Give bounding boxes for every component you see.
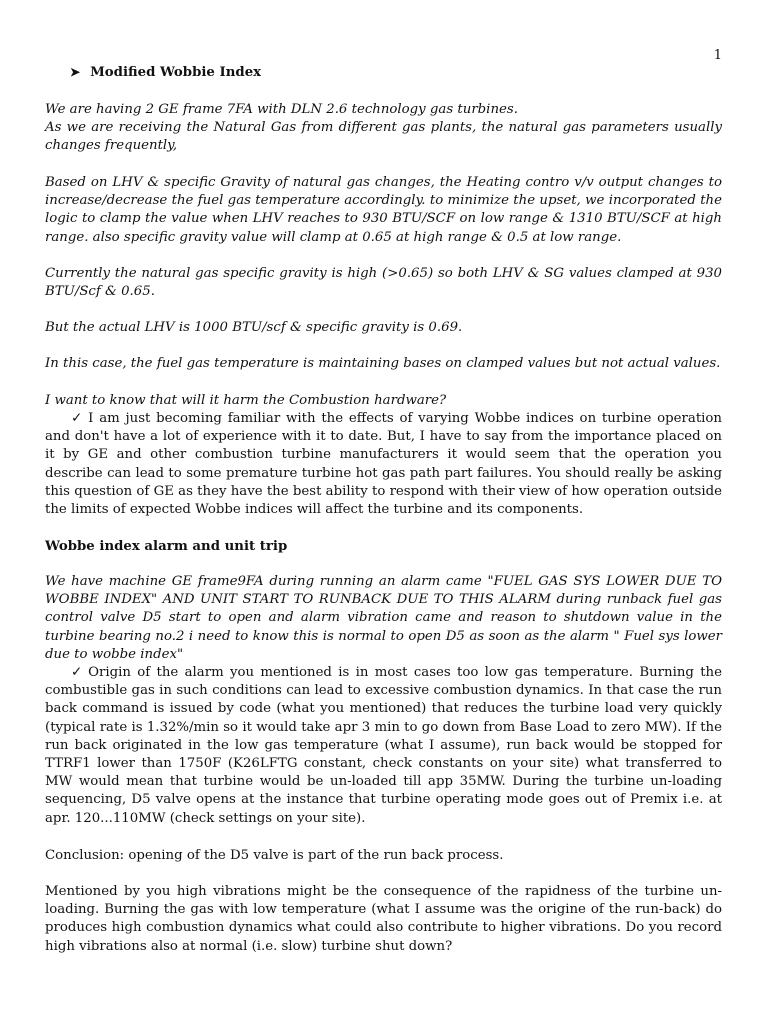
section-heading-wobbe-alarm: Wobbe index alarm and unit trip (45, 539, 288, 554)
answer-paragraph-3: Mentioned by you high vibrations might be the consequence of the rapidness of the turbine un-loading. Burning the gas with low temperature (what I assume was the origine of the run-back) do produces high combustion dynamics what could also contribute to higher vibrations. Do you record high vibrations also at normal (i.e. slow) turbine shut down? (45, 884, 722, 954)
heading-text: Modified Wobbie Index (90, 65, 262, 80)
section-heading-modified-wobbie-index (70, 65, 261, 80)
checkmark-icon: ✓ (71, 411, 83, 426)
question-intro (45, 101, 722, 156)
question-line-2: As we are receiving the Natural Gas from different gas plants, the natural gas parameters usually changes frequently, (45, 120, 722, 154)
arrow-bullet-icon: ➤ (70, 65, 81, 79)
answer-paragraph-2 (45, 664, 722, 828)
question-paragraph-2: We have machine GE frame9FA during running an alarm came "FUEL GAS SYS LOWER DUE TO WOBBE INDEX" AND UNIT START TO RUNBACK DUE TO THIS ALARM during runback fuel gas control valve D5 start to open and alarm vibration came and reason to shutdown value in the turbine bearing no.2 i need to know this is normal to open D5 as soon as the alarm " Fuel sys lower due to wobbe index" (45, 574, 722, 662)
answer-text-2: Origin of the alarm you mentioned is in most cases too low gas temperature. Burning the combustible gas in such conditions can lead to excessive combustion dynamics. In that case the run back command is issued by code (what you mentioned) that reduces the turbine load very quickly (typical rate is 1.32%/min so it would take apr 3 min to go down from Base Load to zero MW). If the run back originated in the low gas temperature (what I assume), run back would be stopped for TTRF1 lower than 1750F (K26LFTG constant, check constants on your site) what transferred to MW would mean that turbine would be un-loaded till app 35MW. During the turbine un-loading sequencing, D5 valve opens at the instance that turbine operating mode goes out of Premix i.e. at apr. 120...110MW (check settings on your site). (45, 665, 722, 826)
question-paragraph-case: In this case, the fuel gas temperature is maintaining bases on clamped values but not actual values. (45, 356, 721, 371)
question-paragraph-current: Currently the natural gas specific gravity is high (>0.65) so both LHV & SG values clamped at 930 BTU/Scf & 0.65. (45, 266, 722, 300)
answer-text-1: I am just becoming familiar with the effects of varying Wobbe indices on turbine operation and don't have a lot of experience with it to date. But, I have to say from the importance placed on it by GE and other combustion turbine manufacturers it would seem that the operation you describe can lead to some premature turbine hot gas path part failures. You should really be asking this question of GE as they have the best ability to respond with their view of how operation outside the limits of expected Wobbe indices will affect the turbine and its components. (45, 411, 722, 518)
answer-paragraph-1 (45, 410, 722, 519)
conclusion-paragraph: Conclusion: opening of the D5 valve is part of the run back process. (45, 848, 504, 863)
checkmark-icon: ✓ (71, 665, 83, 680)
question-paragraph-clamp: Based on LHV & specific Gravity of natural gas changes, the Heating contro v/v output changes to increase/decrease the fuel gas temperature accordingly. to minimize the upset, we incorporated the logic to clamp the value when LHV reaches to 930 BTU/SCF on low range & 1310 BTU/SCF at high range. also specific gravity value will clamp at 0.65 at high range & 0.5 at low range. (45, 175, 722, 245)
question-paragraph-ask: I want to know that will it harm the Combustion hardware? (45, 393, 447, 408)
question-line-1: We are having 2 GE frame 7FA with DLN 2.6 technology gas turbines. (45, 102, 518, 117)
page-number: 1 (713, 48, 722, 63)
question-paragraph-actual: But the actual LHV is 1000 BTU/scf & specific gravity is 0.69. (45, 320, 463, 335)
